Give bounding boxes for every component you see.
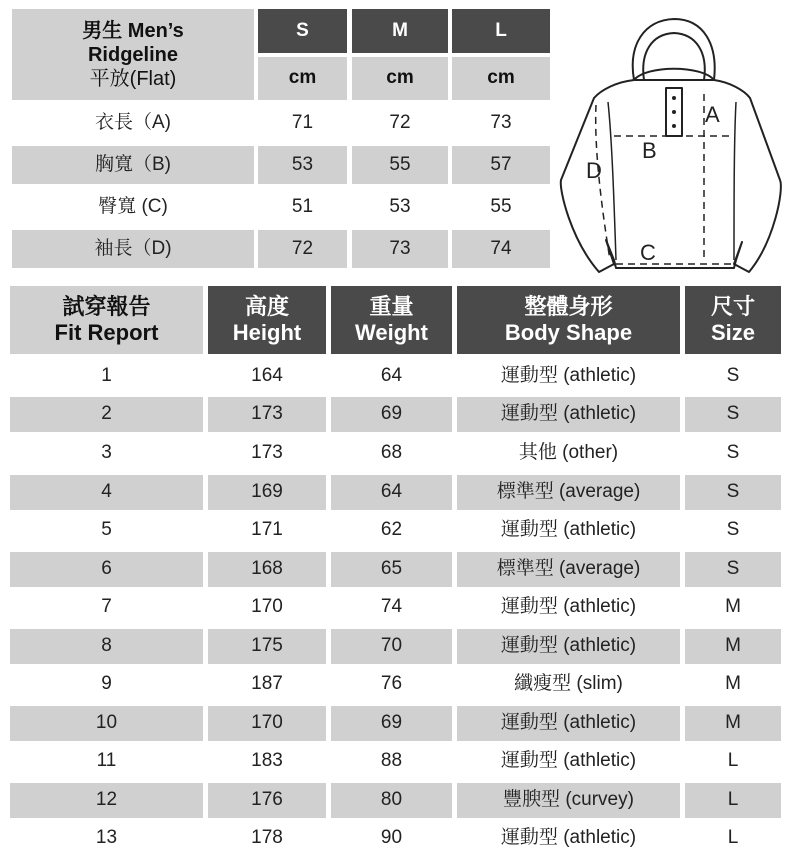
fit-row-height: 173 <box>208 397 326 432</box>
diagram-label-c: C <box>640 240 656 265</box>
fit-header-weight-zh: 重量 <box>369 293 414 319</box>
fit-row-body-shape: 運動型 (athletic) <box>500 827 637 849</box>
fit-row-weight: 90 <box>380 827 403 849</box>
fit-row-index: 10 <box>10 706 203 741</box>
fit-row-index: 5 <box>101 519 112 541</box>
unit-header-m: cm <box>352 57 448 100</box>
size-row-value: 74 <box>452 230 550 268</box>
fit-row-index: 4 <box>10 475 203 510</box>
fit-row-size: S <box>685 397 781 432</box>
fit-row-size: M <box>725 673 741 695</box>
fit-row-body-shape: 豐腴型 (curvey) <box>457 783 680 818</box>
size-chart-title-line3: 平放(Flat) <box>89 67 177 90</box>
fit-row-size: S <box>726 365 740 387</box>
unit-header-s: cm <box>258 57 347 100</box>
size-header-m: M <box>352 9 448 53</box>
fit-header-report-en: Fit Report <box>54 320 159 345</box>
size-row-value: 53 <box>258 146 347 184</box>
fit-row-weight: 74 <box>380 596 403 618</box>
fit-row-height: 170 <box>251 596 283 618</box>
fit-row-size: L <box>727 827 739 849</box>
fit-row-height: 183 <box>251 750 283 772</box>
fit-row-body-shape: 運動型 (athletic) <box>500 365 637 387</box>
size-row-value: 55 <box>352 146 448 184</box>
fit-header-height <box>208 286 326 354</box>
size-row-value: 73 <box>490 111 512 133</box>
fit-row-body-shape: 運動型 (athletic) <box>500 519 637 541</box>
fit-row-body-shape: 運動型 (athletic) <box>500 750 637 772</box>
size-row-value: 55 <box>490 195 512 217</box>
fit-row-weight: 69 <box>331 706 452 741</box>
diagram-label-b: B <box>642 138 657 163</box>
fit-row-index: 2 <box>10 397 203 432</box>
fit-header-height-zh: 高度 <box>244 293 289 319</box>
fit-row-index: 1 <box>101 365 112 387</box>
fit-header-height-en: Height <box>232 320 302 345</box>
size-row-value: 53 <box>389 195 411 217</box>
fit-header-size-en: Size <box>710 320 756 345</box>
fit-header-report-zh: 試穿報告 <box>62 293 151 319</box>
fit-row-index: 7 <box>101 596 112 618</box>
fit-header-weight <box>331 286 452 354</box>
fit-row-weight: 65 <box>331 552 452 587</box>
fit-row-index: 3 <box>101 442 112 464</box>
size-row-value: 73 <box>352 230 448 268</box>
size-chart-title-line1: 男生 Men’s <box>82 19 184 42</box>
fit-row-body-shape: 纖瘦型 (slim) <box>514 673 623 695</box>
fit-row-index: 11 <box>96 750 117 772</box>
fit-row-size: M <box>685 629 781 664</box>
size-row-value: 57 <box>452 146 550 184</box>
fit-row-body-shape: 標準型 (average) <box>457 552 680 587</box>
size-header-s: S <box>258 9 347 53</box>
fit-header-weight-en: Weight <box>355 320 428 345</box>
size-row-label: 臀寬 (C) <box>98 195 168 217</box>
fit-row-weight: 64 <box>380 365 403 387</box>
fit-row-size: S <box>685 475 781 510</box>
fit-row-weight: 76 <box>380 673 403 695</box>
fit-row-size: S <box>726 519 740 541</box>
fit-row-height: 176 <box>208 783 326 818</box>
fit-row-height: 175 <box>208 629 326 664</box>
fit-row-weight: 69 <box>331 397 452 432</box>
size-row-label: 衣長（A) <box>94 111 171 133</box>
size-row-label: 胸寬（B) <box>12 146 254 184</box>
unit-header-l: cm <box>452 57 550 100</box>
fit-row-height: 169 <box>208 475 326 510</box>
fit-row-body-shape: 標準型 (average) <box>457 475 680 510</box>
fit-row-index: 8 <box>10 629 203 664</box>
fit-row-size: M <box>685 706 781 741</box>
fit-row-index: 13 <box>95 827 118 849</box>
fit-header-body-shape-en: Body Shape <box>504 320 633 345</box>
fit-row-body-shape: 運動型 (athletic) <box>500 596 637 618</box>
fit-row-index: 9 <box>101 673 112 695</box>
fit-header-report <box>10 286 203 354</box>
size-row-value: 71 <box>291 111 314 133</box>
size-header-l: L <box>452 9 550 53</box>
fit-row-height: 171 <box>251 519 283 541</box>
fit-header-size <box>685 286 781 354</box>
size-chart-title-line2: Ridgeline <box>87 43 178 66</box>
size-row-value: 72 <box>258 230 347 268</box>
fit-row-height: 178 <box>251 827 283 849</box>
fit-row-weight: 62 <box>380 519 403 541</box>
fit-row-height: 173 <box>251 442 283 464</box>
diagram-label-d: D <box>586 158 602 183</box>
fit-row-weight: 88 <box>380 750 403 772</box>
fit-row-weight: 80 <box>331 783 452 818</box>
fit-row-body-shape: 運動型 (athletic) <box>457 706 680 741</box>
fit-row-size: L <box>727 750 739 772</box>
fit-row-weight: 70 <box>331 629 452 664</box>
fit-row-height: 164 <box>251 365 283 387</box>
fit-row-body-shape: 其他 (other) <box>518 442 619 464</box>
fit-row-weight: 64 <box>331 475 452 510</box>
size-row-value: 72 <box>389 111 411 133</box>
size-row-label: 袖長（D) <box>12 230 254 268</box>
diagram-label-a: A <box>705 102 720 127</box>
size-row-value: 51 <box>291 195 314 217</box>
fit-row-height: 187 <box>251 673 283 695</box>
fit-row-size: L <box>685 783 781 818</box>
fit-row-size: S <box>726 442 740 464</box>
fit-row-body-shape: 運動型 (athletic) <box>457 397 680 432</box>
fit-row-height: 170 <box>208 706 326 741</box>
fit-row-size: M <box>725 596 741 618</box>
fit-row-index: 12 <box>10 783 203 818</box>
fit-header-size-zh: 尺寸 <box>710 293 755 319</box>
fit-row-weight: 68 <box>380 442 403 464</box>
fit-row-size: S <box>685 552 781 587</box>
fit-row-body-shape: 運動型 (athletic) <box>457 629 680 664</box>
fit-row-index: 6 <box>10 552 203 587</box>
fit-header-body-shape <box>457 286 680 354</box>
fit-row-height: 168 <box>208 552 326 587</box>
fit-header-body-shape-zh: 整體身形 <box>524 293 613 319</box>
